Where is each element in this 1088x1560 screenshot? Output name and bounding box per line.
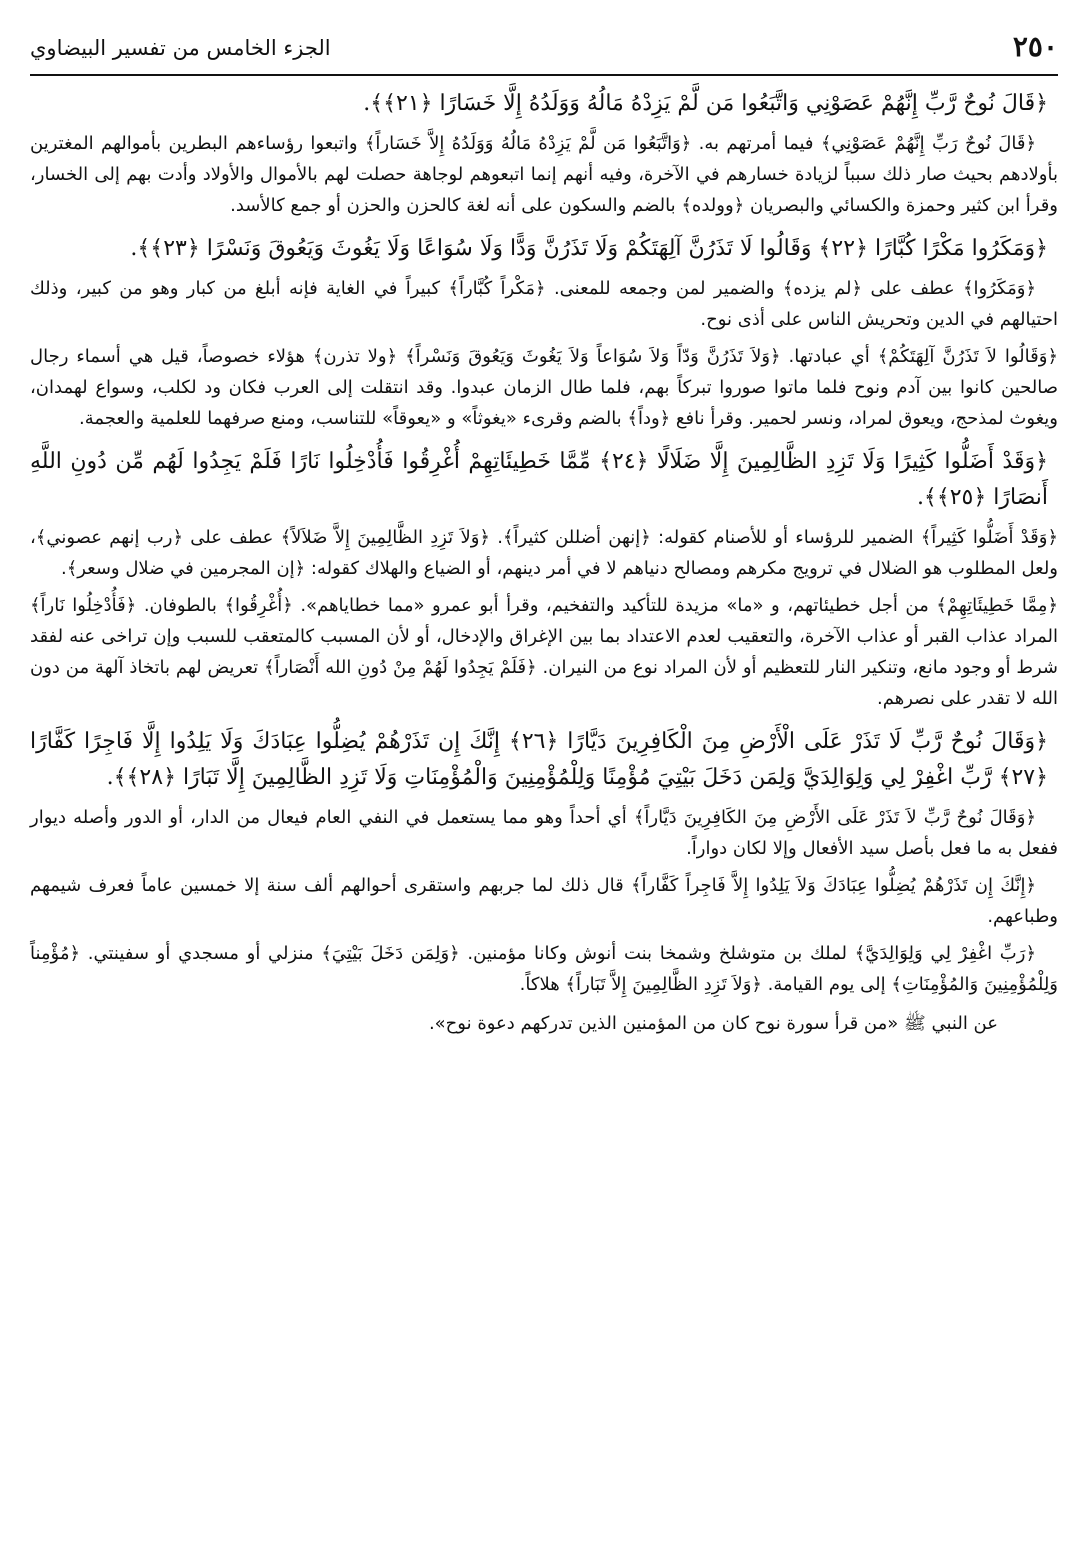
commentary-paragraph: ﴿إِنَّكَ إِن تَذَرْهُمْ يُضِلُّوا عِبَادَكَ وَلاَ يَلِدُوا إِلاَّ فَاجِراً كَفَّاراً﴾ قال ذلك لما جربهم واستقرى أحوالهم ألف سنة إلا خمسين عاماً فعرف شيمهم وطباعهم. (30, 875, 1058, 927)
quran-verse-22-23: ﴿وَمَكَرُوا مَكْرًا كُبَّارًا ﴿٢٢﴾ وَقَالُوا لَا تَذَرُنَّ آلِهَتَكُمْ وَلَا تَذَرُنَّ وَدًّا وَلَا سُوَاعًا وَلَا يَغُوثَ وَيَعُوقَ وَنَسْرًا ﴿٢٣﴾﴾. (130, 236, 1048, 261)
quran-verse-24-25: ﴿وَقَدْ أَضَلُّوا كَثِيرًا وَلَا تَزِدِ الظَّالِمِينَ إِلَّا ضَلَالًا ﴿٢٤﴾ مِّمَّا خَطِيئَاتِهِمْ أُغْرِقُوا فَأُدْخِلُوا نَارًا فَلَمْ يَجِدُوا لَهُم مِّن دُونِ اللَّهِ أَنصَارًا ﴿٢٥﴾﴾. (30, 449, 1048, 510)
commentary-paragraph: ﴿قَالَ نُوحٌ رَبِّ إِنَّهُمْ عَصَوْنِي﴾ فيما أمرتهم به. ﴿وَاتَّبَعُوا مَن لَّمْ يَزِدْهُ مَالُهُ وَوَلَدُهُ إِلاَّ خَسَاراً﴾ واتبعوا رؤساءهم البطرين بأموالهم المغترين بأولادهم بحيث صار ذلك سبباً لزيادة خسارهم في الآخرة، وفيه أنهم إنما اتبعوهم لوجاهة حصلت لهم بالأموال والأولاد وأدت بهم إلى الخسار، وقرأ ابن كثير وحمزة والكسائي والبصريان ﴿وولده﴾ بالضم والسكون على أنه لغة كالحزن والحزن أو جمع كالأسد. (30, 133, 1058, 216)
commentary-paragraph: ﴿وَقَالَ نُوحٌ رَّبِّ لاَ تَذَرْ عَلَى الأَرْضِ مِنَ الكَافِرِينَ دَيَّاراً﴾ أي أحداً وهو مما يستعمل في النفي العام فيعال من الدار، أو الدور وأصله ديوار ففعل به ما فعل بأصل سيد الأفعال وإلا لكان دواراً. (30, 807, 1058, 859)
hadith-note: عن النبي ﷺ «من قرأ سورة نوح كان من المؤمنين الذين تدركهم دعوة نوح». (428, 1013, 998, 1034)
commentary-paragraph: ﴿رَبِّ اغْفِرْ لِي وَلِوَالِدَيَّ﴾ لملك بن متوشلخ وشمخا بنت أنوش وكانا مؤمنين. ﴿وَلِمَن دَخَلَ بَيْتِيَ﴾ منزلي أو مسجدي أو سفينتي. ﴿مُؤْمِناً وَلِلْمُؤْمِنِينَ وَالمُؤْمِنَاتِ﴾ إلى يوم القيامة. ﴿وَلاَ تَزِدِ الظَّالِمِينَ إِلاَّ تَبَاراً﴾ هلاكاً. (30, 943, 1058, 995)
running-title: الجزء الخامس من تفسير البيضاوي (30, 36, 331, 60)
page (30, 30, 1058, 1520)
quran-verse-21: ﴿قَالَ نُوحٌ رَّبِّ إِنَّهُمْ عَصَوْنِي وَاتَّبَعُوا مَن لَّمْ يَزِدْهُ مَالُهُ وَوَلَدُهُ إِلَّا خَسَارًا ﴿٢١﴾﴾. (363, 91, 1048, 116)
commentary-paragraph: ﴿وَقَالُوا لاَ تَذَرُنَّ آلِهَتَكُمْ﴾ أي عبادتها. ﴿وَلاَ تَذَرُنَّ وَدّاً وَلاَ سُوَاعاً وَلاَ يَغُوثَ وَيَعُوقَ وَنَسْراً﴾ ﴿ولا تذرن﴾ هؤلاء خصوصاً، قيل هي أسماء رجال صالحين كانوا بين آدم ونوح فلما ماتوا صوروا تبركاً بهم، فلما طال الزمان عبدوا. وقد انتقلت إلى العرب فكان ود لكلب، وسواع لهمدان، ويغوث لمذحج، ويعوق لمراد، ونسر لحمير. وقرأ نافع ﴿وداً﴾ بالضم وقرىء «يغوثاً» و «يعوقاً» للتناسب، ومنع صرفهما للعلمية والعجمة. (30, 346, 1058, 429)
quran-verse-26-28: ﴿وَقَالَ نُوحٌ رَّبِّ لَا تَذَرْ عَلَى الْأَرْضِ مِنَ الْكَافِرِينَ دَيَّارًا ﴿٢٦﴾ إِنَّكَ إِن تَذَرْهُمْ يُضِلُّوا عِبَادَكَ وَلَا يَلِدُوا إِلَّا فَاجِرًا كَفَّارًا ﴿٢٧﴾ رَّبِّ اغْفِرْ لِي وَلِوَالِدَيَّ وَلِمَن دَخَلَ بَيْتِيَ مُؤْمِنًا وَلِلْمُؤْمِنِينَ وَالْمُؤْمِنَاتِ وَلَا تَزِدِ الظَّالِمِينَ إِلَّا تَبَارًا ﴿٢٨﴾﴾. (30, 729, 1048, 790)
commentary-paragraph: ﴿مِمَّا خَطِيئَاتِهِمْ﴾ من أجل خطيئاتهم، و «ما» مزيدة للتأكيد والتفخيم، وقرأ أبو عمرو «مما خطاياهم». ﴿أُغْرِقُوا﴾ بالطوفان. ﴿فَأُدْخِلُوا نَاراً﴾ المراد عذاب القبر أو عذاب الآخرة، والتعقيب لعدم الاعتداد بما بين الإغراق والإدخال، أو لأن المسبب كالمتعقب للسبب وإن تراخى عنه لفقد شرط أو وجود مانع، وتنكير النار للتعظيم أو لأن المراد نوع من النيران. ﴿فَلَمْ يَجِدُوا لَهُمْ مِنْ دُونِ الله أَنْصَاراً﴾ تعريض لهم باتخاذ آلهة من دون الله لا تقدر على نصرهم. (30, 595, 1058, 709)
commentary-paragraph: ﴿وَمَكَرُوا﴾ عطف على ﴿لم يزده﴾ والضمير لمن وجمعه للمعنى. ﴿مَكْراً كُبَّاراً﴾ كبيراً في الغاية فإنه أبلغ من كبار وهو من كبير، وذلك احتيالهم في الدين وتحريش الناس على أذى نوح. (30, 278, 1058, 330)
page-header (30, 30, 1058, 76)
page-number: ٢٥٠ (1012, 30, 1058, 63)
commentary-paragraph: ﴿وَقَدْ أَضَلُّوا كَثِيراً﴾ الضمير للرؤساء أو للأصنام كقوله: ﴿إنهن أضللن كثيراً﴾. ﴿وَلاَ تَزِدِ الظَّالِمِينَ إِلاَّ ضَلاَلاً﴾ عطف على ﴿رب إنهم عصوني﴾، ولعل المطلوب هو الضلال في ترويج مكرهم ومصالح دنياهم لا في أمر دينهم، أو الضياع والهلاك كقوله: ﴿إن المجرمين في ضلال وسعر﴾. (30, 527, 1058, 579)
